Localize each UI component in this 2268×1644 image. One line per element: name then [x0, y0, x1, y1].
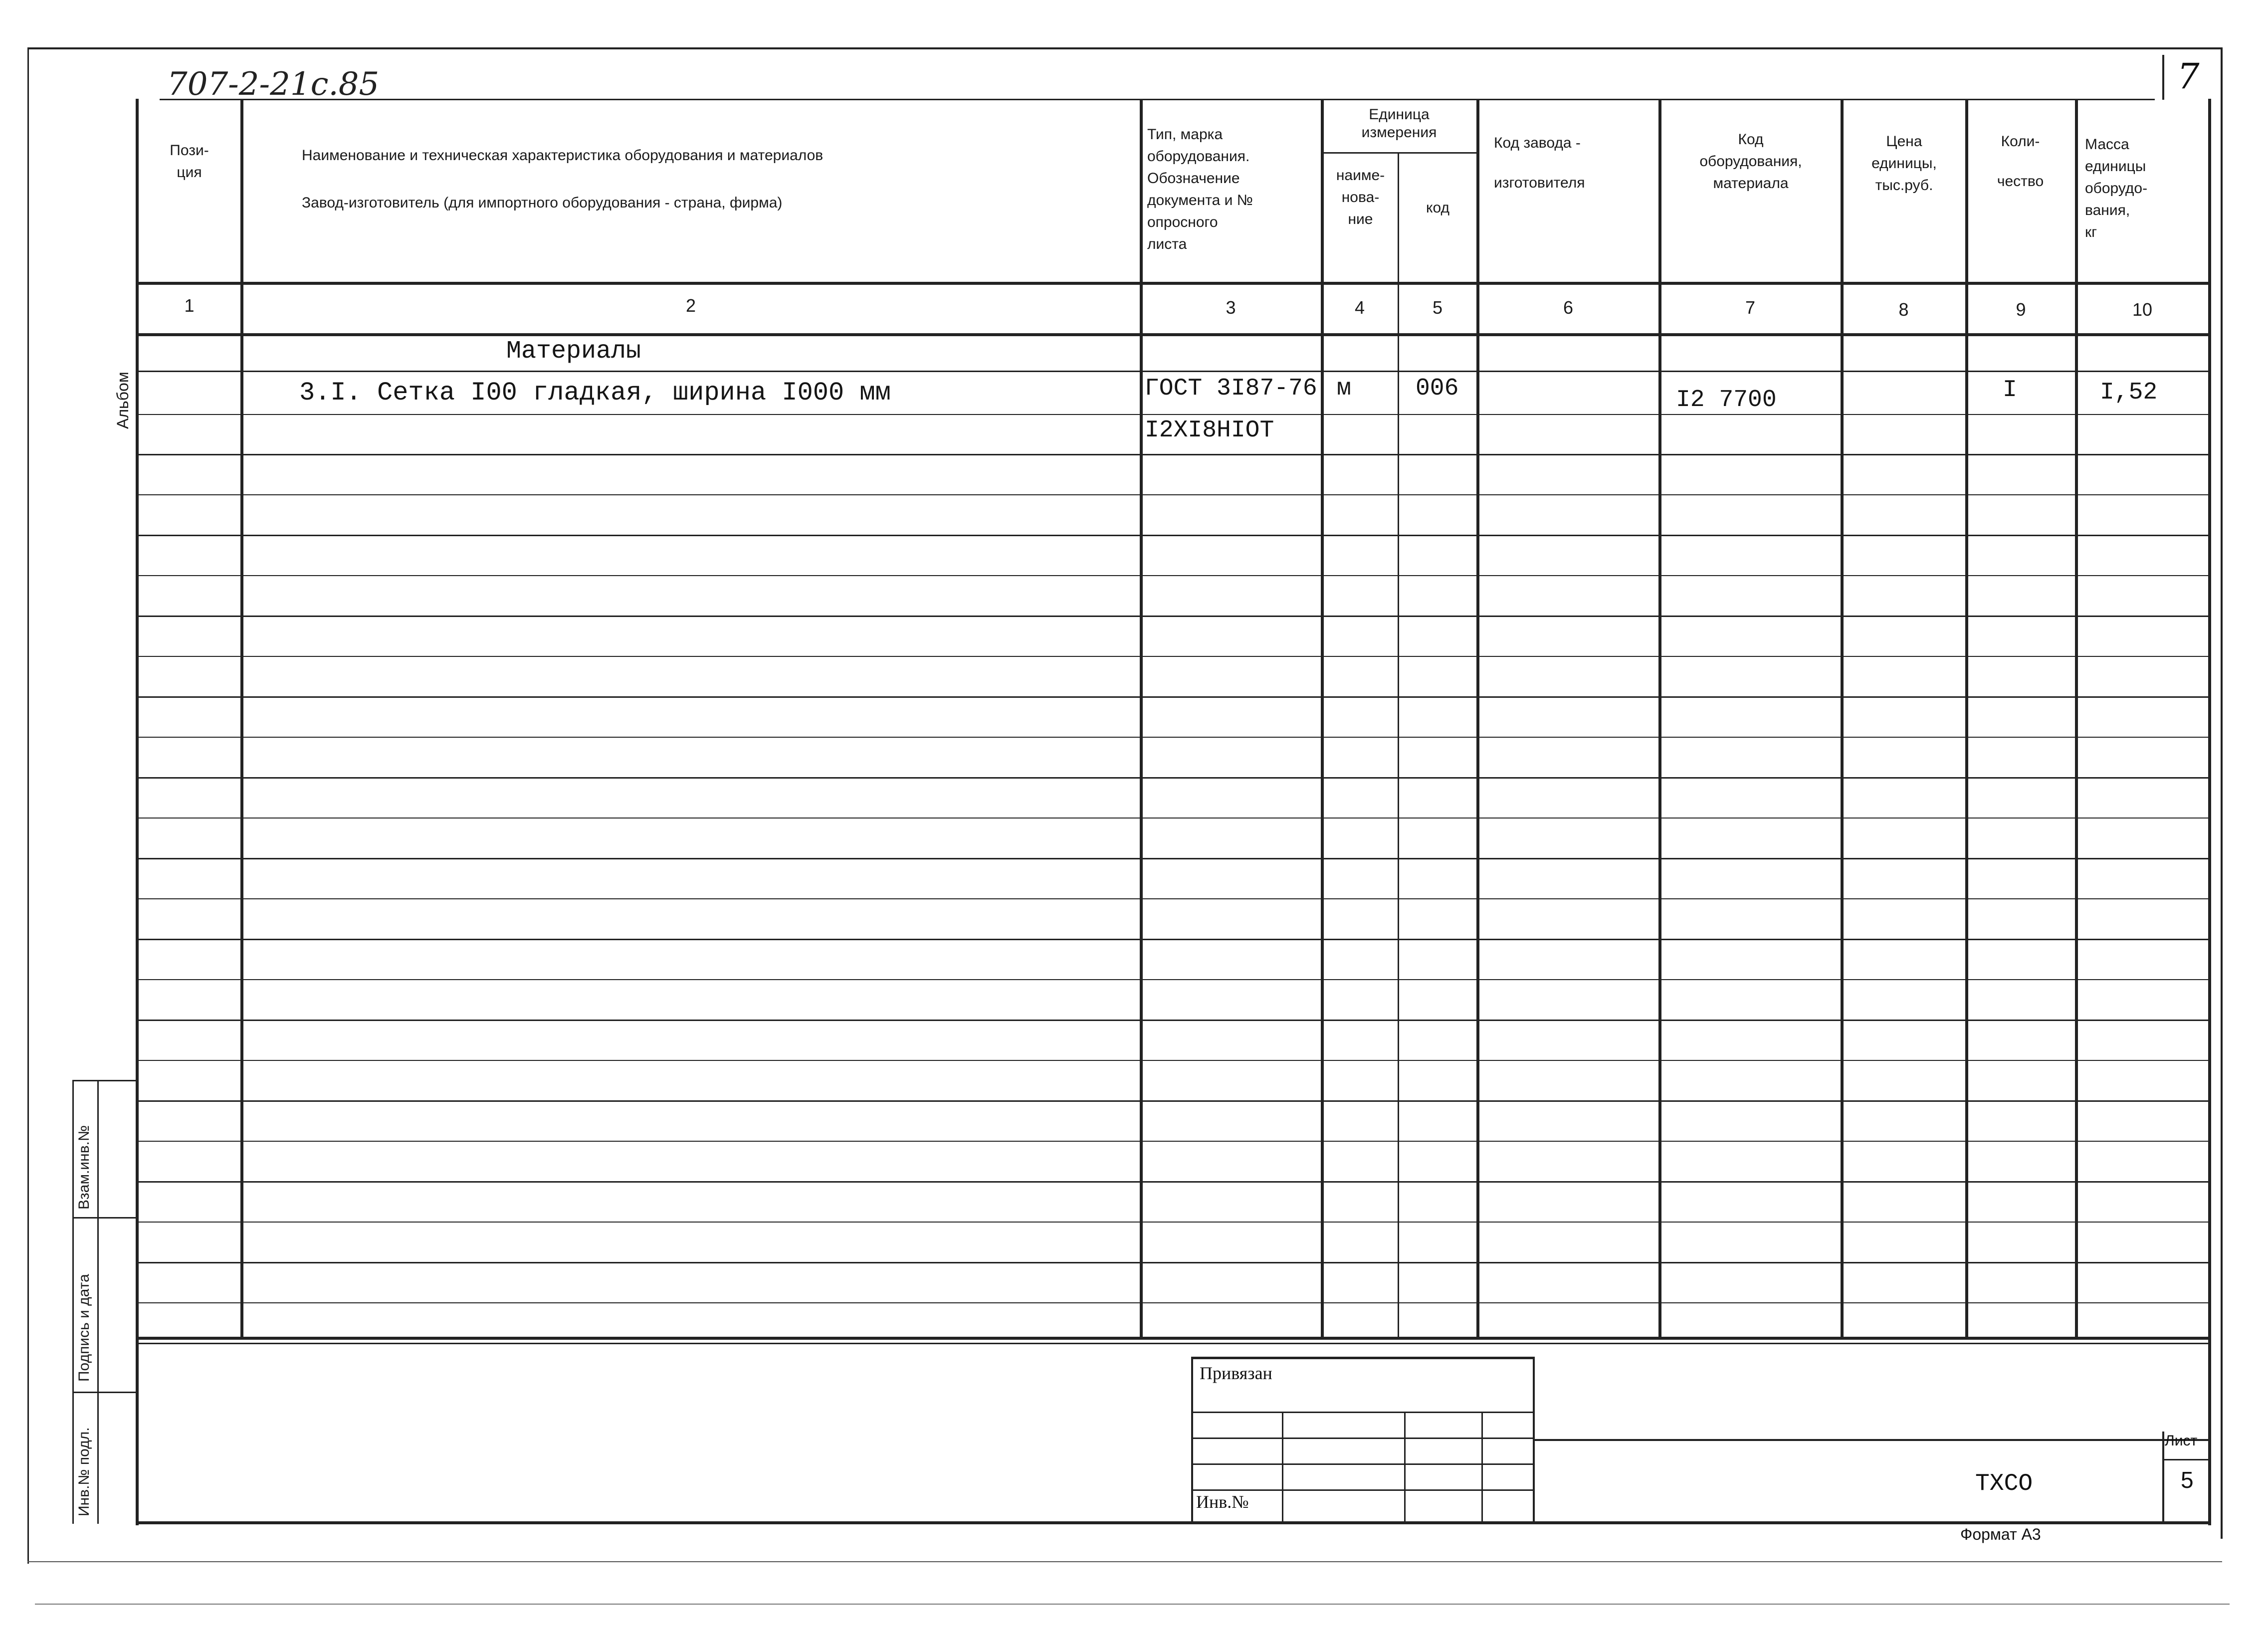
col-header-type: Тип, марка оборудования. Обозначение документа и № опросного листа: [1147, 126, 1253, 252]
col-header-plant-code-line1: Код завода -: [1494, 135, 1581, 151]
item-type-standard: ГОСТ 3I87-76: [1145, 375, 1317, 402]
table-row-line: [136, 616, 2210, 617]
item-type-grade: I2XI8HIOT: [1145, 417, 1274, 444]
col-number-1: 1: [184, 295, 195, 316]
table-body-bottom: [136, 1337, 2210, 1340]
item-unit-code: 006: [1416, 375, 1459, 402]
section-title: Материалы: [506, 337, 641, 366]
col-number-9: 9: [2016, 299, 2026, 320]
item-material-code: I2 7700: [1676, 387, 1777, 413]
table-row-line: [136, 818, 2210, 819]
col-header-price: Цена единицы, тыс.руб.: [1871, 133, 1937, 194]
title-block-top: [1533, 1439, 2209, 1441]
col-sep-4: [1398, 152, 1399, 1337]
col-header-qty-line2: чество: [1997, 173, 2044, 190]
stamp-column-div2: [72, 1392, 137, 1393]
stamp-column-div1: [72, 1217, 137, 1219]
col-sep-6: [1658, 99, 1661, 1337]
format-label: Формат А3: [1960, 1525, 2041, 1543]
item-name: 3.I. Сетка I00 гладкая, ширина I000 мм: [299, 378, 891, 408]
side-stamp-inventory: Инв.№ подл.: [76, 1427, 92, 1516]
table-row-line: [136, 1141, 2210, 1142]
bound-box-col1: [1282, 1412, 1283, 1524]
sheet-label: Лист: [2165, 1433, 2198, 1449]
sheet-box-left: [2162, 1432, 2164, 1524]
stamp-column-top: [72, 1080, 137, 1081]
sheet-bottom-line: [136, 1521, 2210, 1524]
frame-left: [27, 47, 29, 1564]
col-header-unit-name: наиме- нова- ние: [1336, 167, 1385, 227]
table-row-line: [136, 1262, 2210, 1263]
item-unit: м: [1337, 375, 1351, 402]
col-sep-3: [1321, 99, 1324, 1337]
frame-bottom: [27, 1561, 2222, 1562]
col-number-4: 4: [1354, 297, 1365, 318]
table-row-line: [136, 535, 2210, 536]
col-number-8: 8: [1898, 299, 1909, 320]
col-sep-5: [1476, 99, 1479, 1337]
stamp-column-mid: [97, 1080, 99, 1524]
table-row-line: [136, 656, 2210, 657]
col-header-position: Пози- ция: [170, 142, 209, 181]
col-sep-9: [2075, 99, 2078, 1337]
table-row-line: [136, 1343, 2210, 1344]
col-number-7: 7: [1745, 297, 1756, 318]
col-number-6: 6: [1563, 297, 1574, 318]
col-sep-2: [1140, 99, 1143, 1337]
col-header-mass: Масса единицы оборудо- вания, кг: [2085, 136, 2148, 240]
col-number-5: 5: [1432, 297, 1443, 318]
page-corner-number: 7: [2177, 56, 2200, 97]
frame-right: [2221, 47, 2223, 1539]
col-header-name-line2: Завод-изготовитель (для импортного оборудования - страна, фирма): [302, 195, 783, 211]
col-number-2: 2: [685, 295, 696, 316]
table-row-line: [136, 1302, 2210, 1303]
table-row-line: [136, 1181, 2210, 1183]
bound-box-col2: [1404, 1412, 1406, 1524]
table-row-line: [136, 777, 2210, 779]
unit-group-divider: [1321, 152, 1476, 154]
col-header-unit-code: код: [1426, 200, 1449, 216]
table-row-line: [136, 1060, 2210, 1061]
numbers-bottom-line: [136, 333, 2210, 336]
table-row-line: [136, 371, 2210, 372]
col-number-10: 10: [2132, 299, 2153, 320]
header-bottom-line: [136, 282, 2210, 285]
bound-box-col3: [1481, 1412, 1483, 1524]
col-header-qty-line1: Коли-: [2001, 133, 2040, 150]
bound-box-left: [1191, 1357, 1193, 1524]
col-sep-1: [240, 99, 243, 1337]
table-row-line: [136, 575, 2210, 576]
bound-box-top: [1191, 1357, 1533, 1359]
col-header-equipment-code: Код оборудования, материала: [1699, 131, 1802, 192]
col-sep-7: [1841, 99, 1844, 1337]
inventory-label: Инв.№: [1196, 1492, 1249, 1512]
table-right-border: [2208, 99, 2211, 1525]
item-mass: I,52: [2100, 379, 2158, 406]
document-code: 707-2-21с.85: [167, 66, 380, 103]
table-row-line: [136, 414, 2210, 415]
table-row-line: [136, 737, 2210, 738]
sheet-box-divider: [2162, 1459, 2210, 1460]
corner-box-left: [2162, 55, 2164, 100]
stamp-column-left: [72, 1080, 74, 1524]
side-stamp-signature: Подпись и дата: [76, 1274, 92, 1382]
table-row-line: [136, 1100, 2210, 1102]
scan-edge-line: [35, 1604, 2230, 1605]
table-left-border: [136, 99, 139, 1525]
col-number-3: 3: [1226, 297, 1236, 318]
col-header-plant-code-line2: изготовителя: [1494, 175, 1585, 191]
side-stamp-replacement: Взам.инв.№: [76, 1125, 92, 1210]
col-sep-8: [1965, 99, 1968, 1337]
frame-top: [27, 47, 2222, 49]
table-row-line: [136, 1020, 2210, 1021]
table-row-line: [136, 696, 2210, 698]
table-row-line: [136, 898, 2210, 899]
col-header-name-line1: Наименование и техническая характеристика оборудования и материалов: [302, 147, 824, 164]
bound-label: Привязан: [1200, 1363, 1272, 1383]
table-row-line: [136, 1222, 2210, 1223]
item-quantity: I: [2003, 377, 2017, 404]
table-row-line: [136, 454, 2210, 455]
table-row-line: [136, 939, 2210, 940]
code-underline: [160, 99, 2155, 100]
table-row-line: [136, 979, 2210, 980]
table-row-line: [136, 858, 2210, 859]
sheet-number: 5: [2181, 1467, 2194, 1493]
side-label-album: Альбом: [114, 372, 132, 429]
col-header-unit-group: Единица измерения: [1361, 106, 1437, 141]
drawing-code: ТХСО: [1975, 1470, 2033, 1497]
table-row-line: [136, 494, 2210, 495]
